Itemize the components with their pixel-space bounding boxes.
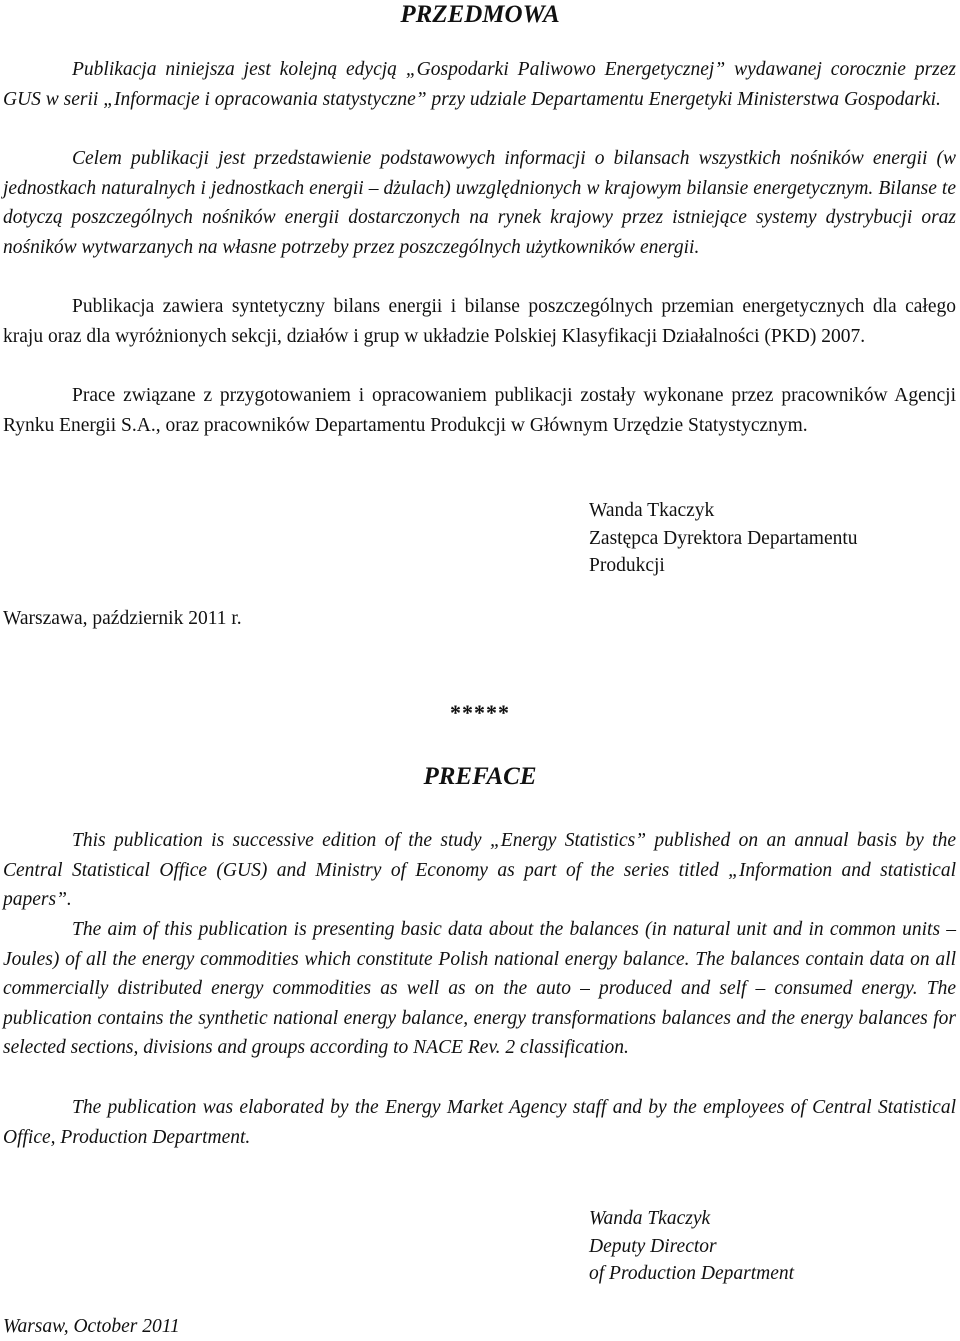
paragraph-pl-2: Celem publikacji jest przedstawienie podstawowych informacji o bilansach wszystkich nośników energii (w jednostkach naturalnych i jednostkach energii – dżulach) uwzględnionych w krajowym bilansie energetycznym. Bilanse te dotyczą poszczególnych nośników energii dostarczonych na rynek krajowy przez istniejące systemy dystrybucji oraz nośników wytwarzanych na własne potrzeby przez poszczególnych użytkowników energii. — [3, 148, 956, 258]
paragraph-pl-1: Publikacja niniejsza jest kolejną edycją „Gospodarki Paliwowo Energetycznej” wydawanej corocznie przez GUS w serii „Informacje i opracowania statystyczne” przy udziale Departamentu Energetyki Ministerstwa Gospodarki. — [3, 59, 956, 110]
page-title-polish: PRZEDMOWA — [400, 1, 560, 28]
signature-role-continued: Produkcji — [589, 555, 665, 577]
place-date-english: Warsaw, October 2011 — [3, 1316, 180, 1337]
paragraph-en-2: The aim of this publication is presenting basic data about the balances (in natural unit and in common units – Joules) of all the energy commodities which constitute Polish national energy balance. The balances contain data on all commercially distributed energy commodities as well as on the auto – produced and self – consumed energy. The publication contains the synthetic national energy balance, energy transformations balances and the energy balances for selected sections, divisions and groups according to NACE Rev. 2 classification. — [3, 919, 956, 1059]
paragraph-en-3: The publication was elaborated by the Energy Market Agency staff and by the employees of Central Statistical Office, Production Department. — [3, 1097, 956, 1148]
section-separator: ***** — [450, 700, 510, 725]
signature-block-polish — [589, 497, 959, 580]
signature-role-continued: of Production Department — [589, 1263, 795, 1285]
paragraph-en-1: This publication is successive edition of the study „Energy Statistics” published on an annual basis by the Central Statistical Office (GUS) and Ministry of Economy as part of the series titled „Information and statistical papers”. — [3, 830, 956, 911]
signature-role: Zastępca Dyrektora Departamentu — [589, 527, 858, 549]
place-date-polish: Warszawa, październik 2011 r. — [3, 608, 242, 629]
signature-name: Wanda Tkaczyk — [589, 500, 715, 521]
signature-name: Wanda Tkaczyk — [589, 1208, 711, 1229]
signature-block-english — [589, 1205, 959, 1288]
signature-role: Deputy Director — [589, 1235, 717, 1257]
paragraph-pl-3: Publikacja zawiera syntetyczny bilans energii i bilanse poszczególnych przemian energetycznych dla całego kraju oraz dla wyróżnionych sekcji, działów i grup w układzie Polskiej Klasyfikacji Działalności (PKD) 2007. — [3, 296, 956, 347]
page-title-english: PREFACE — [423, 763, 537, 790]
paragraph-pl-4: Prace związane z przygotowaniem i opracowaniem publikacji zostały wykonane przez pracowników Agencji Rynku Energii S.A., oraz pracowników Departamentu Produkcji w Głównym Urzędzie Statystycznym. — [3, 385, 956, 436]
